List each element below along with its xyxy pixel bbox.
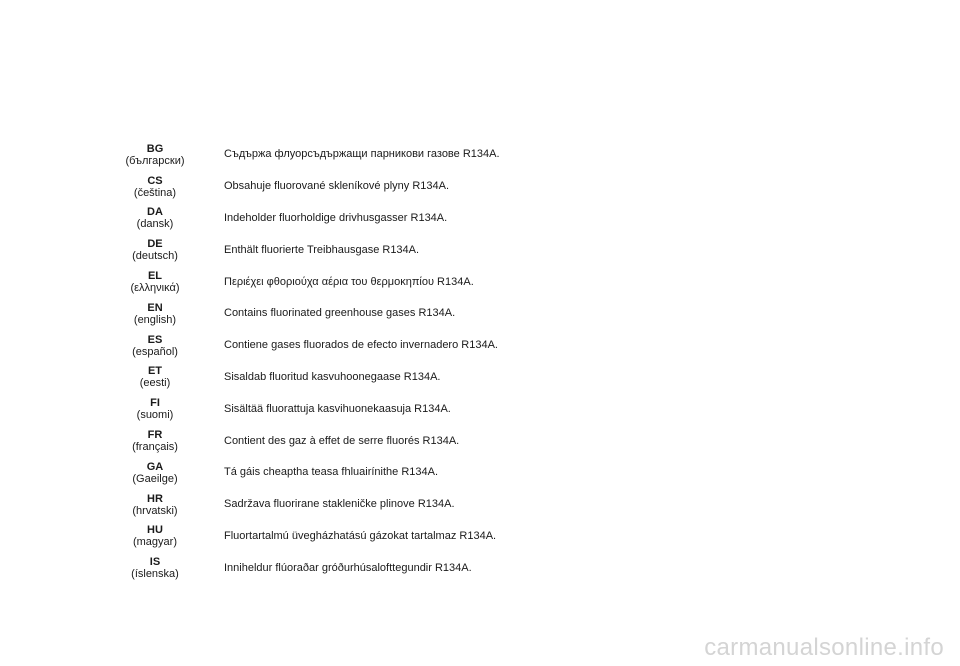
lang-row-cs bbox=[100, 171, 660, 203]
lang-row-fi bbox=[100, 393, 660, 425]
lang-text: Съдържа флуорсъдържащи парникови газове R134A. bbox=[224, 148, 500, 161]
lang-code: ET bbox=[147, 365, 163, 378]
lang-text: Περιέχει φθοριούχα αέρια του θερμοκηπίου R134A. bbox=[224, 275, 474, 288]
lang-code-cell bbox=[100, 461, 210, 485]
lang-code: DE bbox=[147, 238, 163, 251]
lang-row-el bbox=[100, 266, 660, 298]
language-table bbox=[100, 139, 660, 584]
lang-code-cell bbox=[100, 175, 210, 199]
lang-name: (français) bbox=[132, 441, 178, 454]
lang-text: Indeholder fluorholdige drivhusgasser R134A. bbox=[224, 211, 448, 224]
lang-row-bg bbox=[100, 139, 660, 171]
lang-text: Sadržava fluorirane stakleničke plinove R134A. bbox=[224, 498, 455, 511]
lang-code: IS bbox=[149, 556, 161, 569]
lang-name: (suomi) bbox=[136, 409, 174, 422]
lang-row-hr bbox=[100, 489, 660, 521]
lang-code-cell bbox=[100, 556, 210, 580]
lang-name: (íslenska) bbox=[131, 568, 179, 581]
lang-code-cell bbox=[100, 302, 210, 326]
lang-code-cell bbox=[100, 429, 210, 453]
lang-code: EN bbox=[147, 301, 163, 314]
lang-row-de bbox=[100, 234, 660, 266]
lang-code-cell bbox=[100, 524, 210, 548]
lang-code-cell bbox=[100, 238, 210, 262]
lang-code: CS bbox=[147, 174, 163, 187]
lang-row-hu bbox=[100, 521, 660, 553]
lang-row-da bbox=[100, 203, 660, 235]
lang-text: Contient des gaz à effet de serre fluorés R134A. bbox=[224, 434, 460, 447]
lang-name: (english) bbox=[133, 313, 177, 326]
lang-code: BG bbox=[146, 142, 164, 155]
lang-text: Enthält fluorierte Treibhausgase R134A. bbox=[224, 243, 420, 256]
lang-text: Contains fluorinated greenhouse gases R134A. bbox=[224, 307, 456, 320]
lang-code: DA bbox=[147, 206, 163, 219]
lang-code-cell bbox=[100, 206, 210, 230]
lang-name: (čeština) bbox=[133, 186, 177, 199]
watermark: carmanualsonline.info bbox=[704, 634, 944, 661]
lang-name: (magyar) bbox=[132, 536, 177, 549]
lang-code: FI bbox=[150, 397, 160, 410]
lang-code: HR bbox=[147, 492, 163, 505]
lang-code-cell bbox=[100, 397, 210, 421]
lang-text: Sisaldab fluoritud kasvuhoonegaase R134A. bbox=[224, 370, 441, 383]
lang-text: Fluortartalmú üvegházhatású gázokat tartalmaz R134A. bbox=[224, 529, 497, 542]
lang-code: HU bbox=[147, 524, 163, 537]
lang-name: (dansk) bbox=[136, 218, 174, 231]
lang-text: Tá gáis cheaptha teasa fhluairínithe R134A. bbox=[224, 466, 439, 479]
lang-row-es bbox=[100, 330, 660, 362]
lang-code-cell bbox=[100, 334, 210, 358]
lang-text: Sisältää fluorattuja kasvihuonekaasuja R134A. bbox=[224, 402, 451, 415]
lang-name: (deutsch) bbox=[132, 250, 178, 263]
lang-code-cell bbox=[100, 143, 210, 167]
lang-text: Contiene gases fluorados de efecto invernadero R134A. bbox=[224, 339, 498, 352]
lang-text: Inniheldur flúoraðar gróðurhúsalofttegundir R134A. bbox=[224, 561, 472, 574]
lang-code: ES bbox=[147, 333, 163, 346]
lang-name: (eesti) bbox=[139, 377, 171, 390]
lang-code: EL bbox=[147, 270, 163, 283]
lang-name: (Gaeilge) bbox=[132, 472, 178, 485]
lang-row-is bbox=[100, 552, 660, 584]
lang-name: (español) bbox=[132, 345, 178, 358]
lang-name: (български) bbox=[125, 154, 185, 167]
lang-code: GA bbox=[146, 460, 164, 473]
lang-row-ga bbox=[100, 457, 660, 489]
lang-row-fr bbox=[100, 425, 660, 457]
lang-code-cell bbox=[100, 365, 210, 389]
lang-row-et bbox=[100, 362, 660, 394]
lang-text: Obsahuje fluorované skleníkové plyny R134A. bbox=[224, 180, 450, 193]
lang-name: (hrvatski) bbox=[132, 504, 178, 517]
lang-code: FR bbox=[147, 429, 163, 442]
lang-code-cell bbox=[100, 493, 210, 517]
lang-code-cell bbox=[100, 270, 210, 294]
lang-row-en bbox=[100, 298, 660, 330]
lang-name: (ελληνικά) bbox=[130, 282, 180, 295]
